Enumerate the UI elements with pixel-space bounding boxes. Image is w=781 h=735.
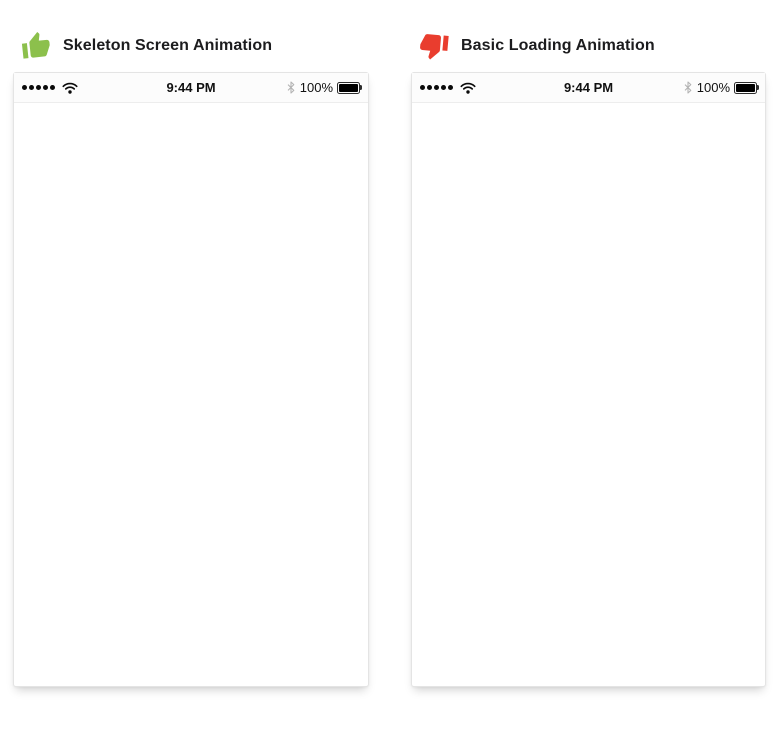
wifi-icon [62,82,78,94]
skeleton-panel [13,28,369,687]
battery-percent-label: 100% [696,80,731,95]
skeleton-panel-title: Skeleton Screen Animation [63,37,273,54]
thumbs-up-icon [20,30,52,62]
skeleton-status-bar [14,73,368,103]
status-bar-left-group [420,82,564,94]
status-bar-left-group [22,82,166,94]
skeleton-phone-screen [14,103,368,686]
wifi-icon [460,82,476,94]
bluetooth-icon [287,81,295,94]
basic-loading-phone-screen [412,103,765,686]
battery-icon [337,82,360,94]
basic-loading-phone-mockup [411,72,766,687]
basic-loading-panel [411,28,766,687]
signal-dots-icon [420,85,453,90]
bluetooth-icon [684,81,692,94]
battery-percent-label: 100% [299,80,334,95]
signal-dots-icon [22,85,55,90]
battery-icon [734,82,757,94]
skeleton-phone-mockup [13,72,369,687]
basic-loading-panel-title: Basic Loading Animation [461,37,655,54]
status-bar-right-group [613,80,757,95]
time-label: 9:44 PM [166,80,216,95]
basic-loading-status-bar [412,73,765,103]
status-bar-right-group [216,80,360,95]
time-label: 9:44 PM [563,80,614,95]
skeleton-panel-header [20,28,369,64]
thumbs-down-icon [418,30,450,62]
basic-loading-panel-header [418,28,766,64]
